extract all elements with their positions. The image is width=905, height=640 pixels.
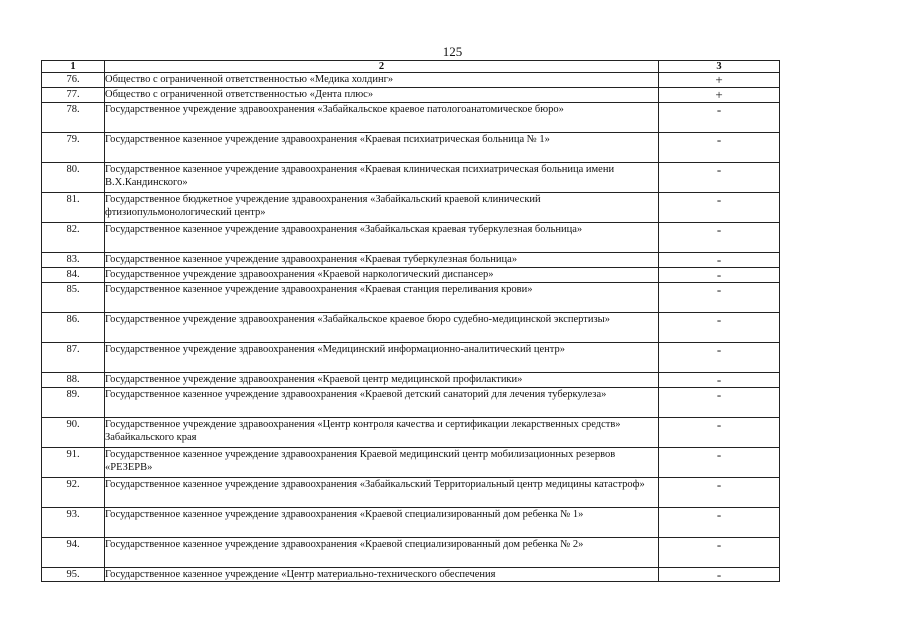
row-number: 81. <box>42 193 105 223</box>
row-mark: + <box>659 73 780 88</box>
row-number: 87. <box>42 343 105 373</box>
table-row <box>42 568 780 582</box>
row-number: 90. <box>42 418 105 448</box>
organization-name: Государственное казенное учреждение здравоохранения «Краевой специализированный дом ребенка № 1» <box>105 508 659 538</box>
row-mark: - <box>659 538 780 568</box>
row-number: 84. <box>42 268 105 283</box>
organization-name: Государственное казенное учреждение здравоохранения Краевой медицинский центр мобилизационных резервов «РЕЗЕРВ» <box>105 448 659 478</box>
organization-name: Государственное казенное учреждение здравоохранения «Краевой специализированный дом ребенка № 2» <box>105 538 659 568</box>
organization-name: Государственное учреждение здравоохранения «Центр контроля качества и сертификации лекарственных средств» Забайкальского края <box>105 418 659 448</box>
row-mark: - <box>659 418 780 448</box>
row-mark: - <box>659 448 780 478</box>
table-row <box>42 193 780 223</box>
row-mark: - <box>659 283 780 313</box>
organization-name: Государственное учреждение здравоохранения «Краевой наркологический диспансер» <box>105 268 659 283</box>
organization-name: Государственное казенное учреждение здравоохранения «Краевая станция переливания крови» <box>105 283 659 313</box>
column-header-mark: 3 <box>659 61 780 73</box>
table-row <box>42 343 780 373</box>
organization-name: Государственное казенное учреждение здравоохранения «Забайкальский Территориальный центр медицины катастроф» <box>105 478 659 508</box>
row-number: 79. <box>42 133 105 163</box>
row-mark: - <box>659 133 780 163</box>
row-number: 85. <box>42 283 105 313</box>
row-mark: - <box>659 373 780 388</box>
row-mark: + <box>659 88 780 103</box>
row-mark: - <box>659 478 780 508</box>
organization-name: Общество с ограниченной ответственностью «Медика холдинг» <box>105 73 659 88</box>
table-row <box>42 508 780 538</box>
table-row <box>42 268 780 283</box>
organization-name: Государственное казенное учреждение здравоохранения «Забайкальская краевая туберкулезная больница» <box>105 223 659 253</box>
row-mark: - <box>659 508 780 538</box>
row-number: 78. <box>42 103 105 133</box>
row-number: 88. <box>42 373 105 388</box>
page-number: 125 <box>442 44 463 59</box>
organization-name: Государственное казенное учреждение здравоохранения «Краевая клиническая психиатрическая больница имени В.Х.Кандинского» <box>105 163 659 193</box>
table-row <box>42 388 780 418</box>
table-row <box>42 103 780 133</box>
row-number: 94. <box>42 538 105 568</box>
row-mark: - <box>659 223 780 253</box>
register-table <box>41 60 780 582</box>
row-mark: - <box>659 193 780 223</box>
row-number: 92. <box>42 478 105 508</box>
row-number: 83. <box>42 253 105 268</box>
table-header-row <box>42 61 780 73</box>
organization-name: Государственное учреждение здравоохранения «Забайкальское краевое бюро судебно-медицинской экспертизы» <box>105 313 659 343</box>
table-row <box>42 478 780 508</box>
table-row <box>42 373 780 388</box>
row-number: 91. <box>42 448 105 478</box>
row-number: 89. <box>42 388 105 418</box>
row-mark: - <box>659 343 780 373</box>
column-header-number: 1 <box>42 61 105 73</box>
table-row <box>42 253 780 268</box>
table-row <box>42 538 780 568</box>
row-number: 93. <box>42 508 105 538</box>
row-mark: - <box>659 103 780 133</box>
row-mark: - <box>659 388 780 418</box>
organization-name: Государственное учреждение здравоохранения «Медицинский информационно-аналитический центр» <box>105 343 659 373</box>
table-row <box>42 163 780 193</box>
row-mark: - <box>659 253 780 268</box>
row-mark: - <box>659 568 780 582</box>
organization-name: Государственное учреждение здравоохранения «Забайкальское краевое патологоанатомическое бюро» <box>105 103 659 133</box>
organization-name: Общество с ограниченной ответственностью «Дента плюс» <box>105 88 659 103</box>
row-number: 76. <box>42 73 105 88</box>
table-row <box>42 223 780 253</box>
column-header-name: 2 <box>105 61 659 73</box>
organization-name: Государственное казенное учреждение здравоохранения «Краевой детский санаторий для лечения туберкулеза» <box>105 388 659 418</box>
table-row <box>42 448 780 478</box>
table-row <box>42 418 780 448</box>
row-number: 82. <box>42 223 105 253</box>
row-mark: - <box>659 313 780 343</box>
table-row <box>42 73 780 88</box>
row-number: 77. <box>42 88 105 103</box>
organization-name: Государственное бюджетное учреждение здравоохранения «Забайкальский краевой клинический фтизиопульмонологический центр» <box>105 193 659 223</box>
table-row <box>42 283 780 313</box>
row-mark: - <box>659 163 780 193</box>
organization-name: Государственное казенное учреждение здравоохранения «Краевая туберкулезная больница» <box>105 253 659 268</box>
row-number: 86. <box>42 313 105 343</box>
row-mark: - <box>659 268 780 283</box>
table-row <box>42 133 780 163</box>
organization-name: Государственное казенное учреждение «Центр материально-технического обеспечения <box>105 568 659 582</box>
table-row <box>42 313 780 343</box>
organization-name: Государственное казенное учреждение здравоохранения «Краевая психиатрическая больница № 1» <box>105 133 659 163</box>
row-number: 80. <box>42 163 105 193</box>
row-number: 95. <box>42 568 105 582</box>
organization-name: Государственное учреждение здравоохранения «Краевой центр медицинской профилактики» <box>105 373 659 388</box>
table-row <box>42 88 780 103</box>
